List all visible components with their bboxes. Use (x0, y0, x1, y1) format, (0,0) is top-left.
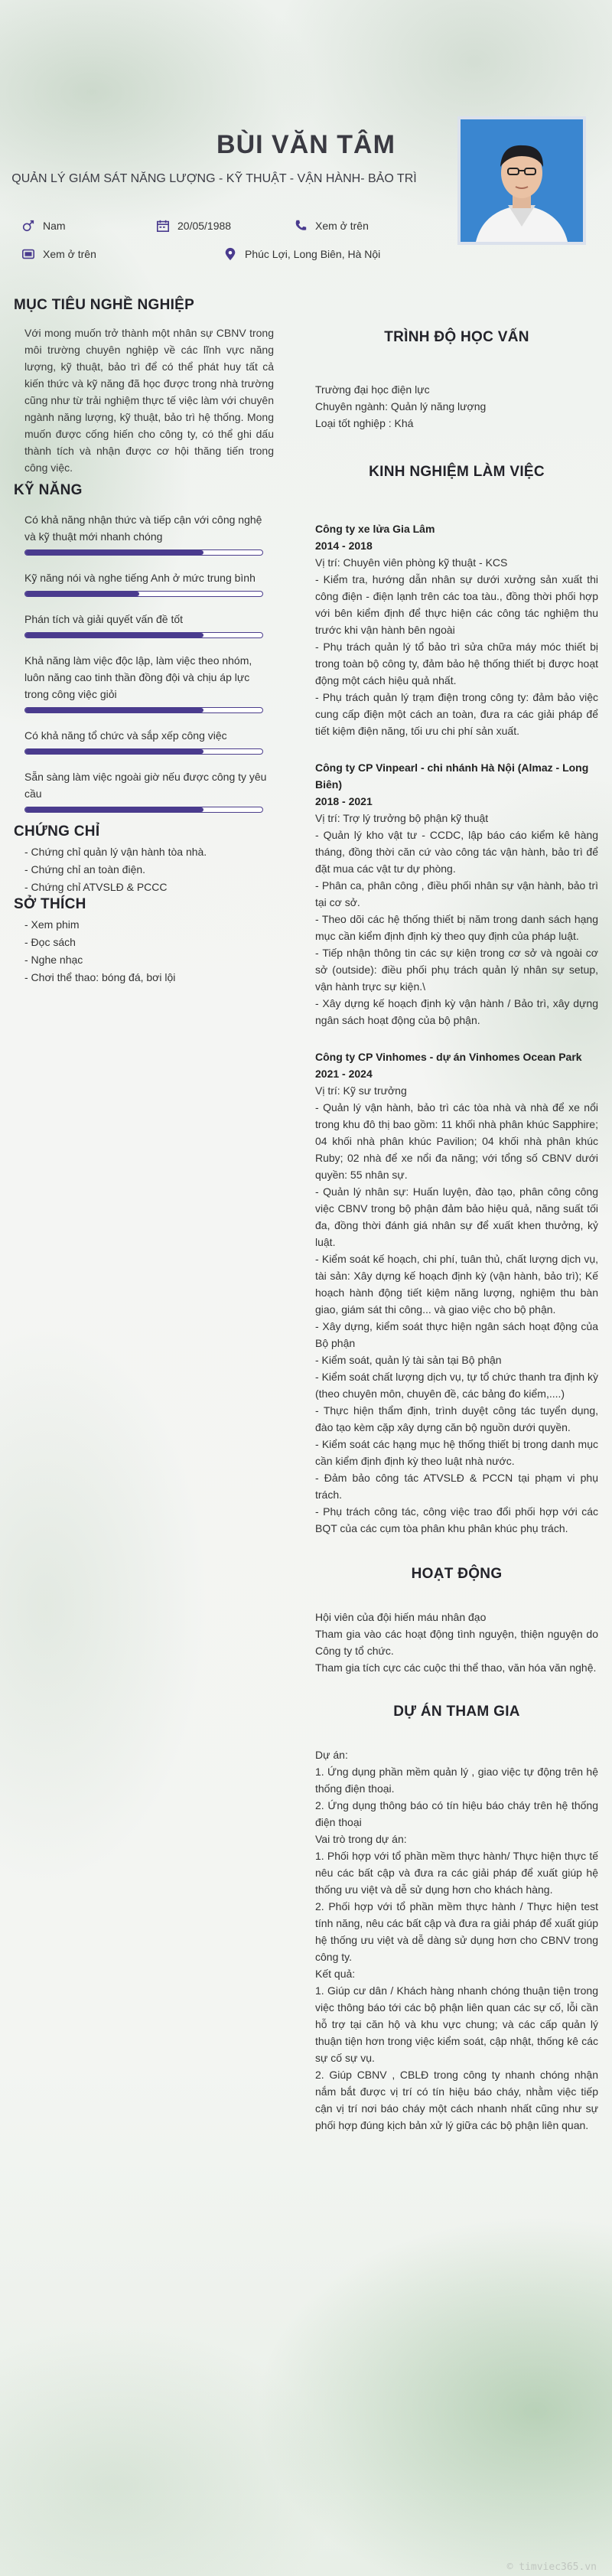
project-line: 2. Phối hợp với tổ phần mềm thực hành / Thực hiện test tính năng, nêu các bất cập và đưa ra giải pháp để xuất giúp hệ thống ưu việt và dễ dàng sử dụng hơn cho CBNV trong công ty. (315, 1900, 598, 1963)
hobby-item: - Đọc sách (24, 936, 76, 948)
skill-bar (24, 632, 263, 638)
job-line: - Quản lý nhân sự: Huấn luyện, đào tạo, phân công công việc CBNV trong bộ phận đảm bảo hiệu quả, năng suất tối đa, đồng thời đánh giá nhân sự để xuất khen thưởng, kỷ luật. (315, 1185, 598, 1248)
job-line: - Quản lý kho vật tư - CCDC, lập báo cáo kiểm kê hàng tháng, đồng thời căn cứ vào công tác vận hành, bảo trì để đặt mua các vật tư dự phòng. (315, 829, 598, 875)
skills-list (14, 511, 274, 813)
job-company: Công ty CP Vinpearl - chi nhánh Hà Nội (Almaz - Long Biên) (315, 761, 589, 791)
job-line: - Kiểm tra, hướng dẫn nhân sự dưới xưởng sản xuất thi công điện - điện lạnh trên các toa tàu., đồng thời phối hợp với bên kiểm định để thực hiện các công tác nghiệm thu trước khi vận hành bên ngoài (315, 573, 598, 636)
experience-title: KINH NGHIỆM LÀM VIỆC (369, 464, 545, 480)
avatar-photo (461, 119, 583, 242)
certificate-item: - Chứng chỉ ATVSLĐ & PCCC (24, 881, 168, 893)
right-column (315, 329, 598, 2134)
job-period: 2018 - 2021 (315, 795, 373, 807)
hobby-item: - Xem phim (24, 918, 80, 931)
skill-bar (24, 748, 263, 755)
job-line: Vị trí: Chuyên viên phòng kỹ thuật - KCS (315, 556, 508, 569)
candidate-name: BÙI VĂN TÂM (216, 130, 396, 159)
objective-title: MỤC TIÊU NGHỀ NGHIỆP (14, 297, 195, 313)
skill-bar (24, 807, 263, 813)
job-entry (315, 520, 598, 739)
job-line: - Phụ trách quản lý tổ bảo trì sửa chữa máy móc thiết bị trong toàn bộ công ty, đảm bảo hệ thống thiết bị được hoạt động một cách hiệu quả nhất. (315, 641, 598, 686)
avatar (457, 116, 586, 245)
job-line: Vị trí: Kỹ sư trưởng (315, 1084, 407, 1097)
job-line: - Phụ trách quản lý trạm điện trong công ty: đảm bảo việc cung cấp điện một cách an toàn, đưa ra các giải pháp để tiết kiệm điện năng, tối ưu chi phí sản xuất. (315, 691, 598, 737)
gender-row (20, 219, 66, 233)
skill-label: Sẵn sàng làm việc ngoài giờ nếu được công ty yêu cầu (24, 771, 267, 800)
education-title: TRÌNH ĐỘ HỌC VẤN (384, 329, 529, 345)
watermark: © timviec365.vn (506, 2561, 597, 2573)
skill-label: Kỹ năng nói và nghe tiếng Anh ở mức trung bình (24, 572, 256, 584)
job-line: Vị trí: Trợ lý trưởng bộ phận kỹ thuật (315, 812, 489, 824)
activities-title: HOẠT ĐỘNG (411, 1566, 503, 1582)
job-line: - Đảm bảo công tác ATVSLĐ & PCCN tại phạm vi phụ trách. (315, 1472, 598, 1501)
project-line: Vai trò trong dự án: (315, 1833, 407, 1845)
phone-icon (292, 219, 309, 233)
skill-bar-fill (25, 807, 203, 812)
skills-title: KỸ NĂNG (14, 482, 83, 498)
job-line: - Kiểm soát chất lượng dịch vụ, tự tổ chức thanh tra định kỳ (theo chuyên môn, chuyên đề, các bảng đo kiểm,....) (315, 1371, 598, 1400)
phone-value: Xem ở trên (315, 220, 369, 232)
project-line: Kết quả: (315, 1968, 356, 1980)
skill-bar-fill (25, 633, 203, 637)
skill-bar (24, 549, 263, 556)
activity-line: Tham gia vào các hoạt động tình nguyện, thiện nguyện do Công ty tổ chức. (315, 1628, 598, 1657)
skill-label: Có khả năng tổ chức và sắp xếp công việc (24, 729, 227, 742)
birthday-value: 20/05/1988 (177, 220, 232, 232)
address-value: Phúc Lợi, Long Biên, Hà Nội (245, 248, 381, 260)
job-line: - Kiểm soát kế hoạch, chi phí, tuân thủ, chất lượng dịch vụ, tài sản: Xây dựng kế hoạch định kỳ (vận hành, bảo trì); Kế hoạch hành động tiết kiệm năng lượng, nghiệm thu bàn giao, giám sát thi công... và giao việc cho bộ phận. (315, 1253, 598, 1316)
skill-bar-fill (25, 592, 139, 596)
gender-icon (20, 219, 37, 233)
project-line: 1. Phối hợp với tổ phần mềm thực hành/ Thực hiện thực tế nêu các bất cập và đưa ra các giải pháp để xuất giúp hệ thống ưu việt và dễ sử dụng hơn cho khách hàng. (315, 1850, 598, 1896)
education-line: Chuyên ngành: Quản lý năng lượng (315, 400, 487, 412)
skill-label: Phán tích và giải quyết vấn đề tốt (24, 613, 184, 625)
skill-label: Khả năng làm việc độc lập, làm việc theo nhóm, luôn năng cao tinh thần đồng đội và chịu áp lực trong công việc giỏi (24, 654, 252, 700)
email-row (20, 247, 96, 261)
hobbies-title: SỞ THÍCH (14, 896, 86, 912)
projects-block (315, 1746, 598, 2134)
left-column (14, 297, 274, 986)
job-company: Công ty xe lửa Gia Lâm (315, 523, 435, 535)
job-entry (315, 759, 598, 1029)
job-line: - Tiếp nhận thông tin các sự kiện trong cơ sở và ngoài cơ sở (outside): điều phối phụ trách quản lý nhân sự setup, vận hành trực sự kiện.\ (315, 947, 598, 993)
skill-bar-fill (25, 749, 203, 754)
project-line: 1. Giúp cư dân / Khách hàng nhanh chóng thuận tiện trong việc thông báo tới các bộ phận liên quan các sự cố, lỗi cần hỗ trợ tại căn hộ và khu vực chung; và các cấp quản lý thuận tiện hơn trong việc kiểm soát, cập nhật, thống kê các sự cố sự vụ. (315, 1984, 598, 2064)
gender-value: Nam (43, 220, 66, 232)
activity-line: Tham gia tích cực các cuộc thi thể thao, văn hóa văn nghệ. (315, 1661, 597, 1674)
job-line: - Xây dựng, kiểm soát thực hiện ngân sách hoạt động của Bộ phận (315, 1320, 598, 1349)
birthday-row (155, 219, 231, 233)
job-line: - Theo dõi các hệ thống thiết bị năm trong danh sách hạng mục cần kiểm định định kỳ theo quy định của pháp luật. (315, 913, 598, 942)
job-line: - Thực hiện thẩm định, trình duyệt công tác tuyển dụng, đào tạo kèm cặp xây dựng căn bộ nguồn dưới quyền. (315, 1404, 598, 1433)
hobby-item: - Nghe nhạc (24, 954, 83, 966)
activity-line: Hội viên của đội hiến máu nhân đạo (315, 1611, 487, 1623)
calendar-icon (155, 219, 171, 233)
skill-bar (24, 707, 263, 713)
job-line: - Quản lý vận hành, bảo trì các tòa nhà và nhà để xe nổi trong khu đô thị bao gồm: 11 khối nhà phân khúc Sapphire; 04 khối nhà phân khúc Pavilion; 04 khối nhà phân khúc Ruby; 02 nhà để xe nổi đa năng; với tổng số CBNV dưới quyền: 55 nhân sự. (315, 1101, 598, 1181)
phone-row (292, 219, 369, 233)
skill-bar-fill (25, 550, 203, 555)
objective-text: Với mong muốn trở thành một nhân sự CBNV trong môi trường chuyên nghiệp về các lĩnh vực năng lượng, kỹ thuật, bảo trì để có thể phát huy tất cả kiến thức và kỹ năng đã học được trong nhà trường cũng như từ trải nghiệm thực tế việc làm với chuyên ngành năng lượng, kỹ thuật, bảo trì hệ thống. Mong muốn được cống hiến cho công ty, có thể ghi dấu thành tích và nhận được cơ hội thăng tiến trong công việc. (24, 327, 274, 474)
education-block (315, 381, 598, 432)
project-line: 2. Ứng dụng thông báo có tín hiệu báo cháy trên hệ thống điện thoại (315, 1799, 598, 1828)
skill-label: Có khả năng nhận thức và tiếp cận với công nghệ và kỹ thuật mới nhanh chóng (24, 514, 262, 543)
skill-bar-fill (25, 708, 203, 712)
project-line: 1. Ứng dụng phần mềm quản lý , giao việc tự động trên hệ thống điện thoại. (315, 1766, 598, 1795)
email-value: Xem ở trên (43, 248, 96, 260)
certificate-item: - Chứng chỉ quản lý vận hành tòa nhà. (24, 846, 207, 858)
job-period: 2021 - 2024 (315, 1068, 373, 1080)
projects-title: DỰ ÁN THAM GIA (393, 1704, 520, 1720)
certificate-item: - Chứng chỉ an toàn điện. (24, 863, 146, 876)
job-line: - Phụ trách công tác, công việc trao đổi phối hợp với các BQT của các cụm tòa phân khu phân khúc phụ trách. (315, 1505, 598, 1534)
project-line: 2. Giúp CBNV , CBLĐ trong công ty nhanh chóng nhận nắm bắt được vị trí có tín hiệu báo cháy, nhằm việc tiếp cận vị trí nơi báo cháy một cách nhanh nhất cũng như sự phối hợp đúng kịch bản xử lý giữa các bộ phận liên quan. (315, 2069, 598, 2131)
hobbies-list (14, 916, 274, 986)
hobby-item: - Chơi thể thao: bóng đá, bơi lội (24, 971, 176, 983)
activities-block (315, 1609, 598, 1676)
email-icon (20, 247, 37, 261)
job-period: 2014 - 2018 (315, 540, 373, 552)
job-line: - Xây dựng kế hoạch định kỳ vận hành / Bảo trì, xây dựng ngân sách hoạt động của bộ phận. (315, 997, 598, 1026)
job-title: QUẢN LÝ GIÁM SÁT NĂNG LƯỢNG - KỸ THUẬT - VẬN HÀNH- BẢO TRÌ (11, 172, 417, 185)
map-pin-icon (222, 247, 239, 261)
education-line: Loại tốt nghiệp : Khá (315, 417, 414, 429)
job-line: - Phân ca, phân công , điều phối nhân sự vận hành, bảo trì tại cơ sở. (315, 879, 598, 908)
education-line: Trường đại học điện lực (315, 383, 430, 396)
address-row (222, 247, 380, 261)
certificates-list (14, 843, 274, 896)
project-line: Dự án: (315, 1749, 348, 1761)
job-entry (315, 1048, 598, 1537)
skill-bar (24, 591, 263, 597)
certificates-title: CHỨNG CHỈ (14, 823, 100, 840)
job-company: Công ty CP Vinhomes - dự án Vinhomes Ocean Park (315, 1051, 582, 1063)
job-line: - Kiểm soát, quản lý tài sản tại Bộ phận (315, 1354, 502, 1366)
job-line: - Kiểm soát các hạng mục hệ thống thiết bị trong danh mục cần kiểm định định kỳ theo luật nhà nước. (315, 1438, 598, 1467)
